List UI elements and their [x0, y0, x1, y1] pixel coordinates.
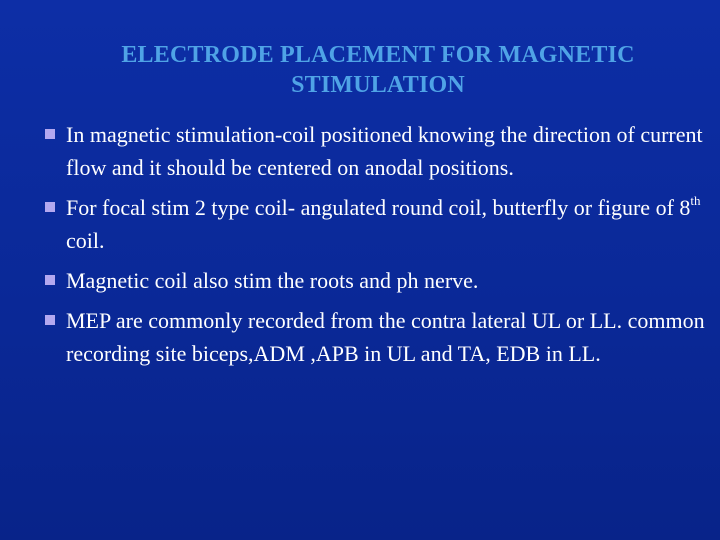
slide-title-line-2: STIMULATION — [291, 72, 465, 98]
bullet-text — [66, 192, 701, 253]
bullet-list — [44, 118, 716, 377]
bullet-text — [66, 308, 705, 366]
superscript-text: th — [690, 192, 701, 208]
square-bullet-icon — [45, 315, 55, 325]
square-bullet-icon — [45, 129, 55, 139]
bullet-text-part: For focal stim 2 type coil- angulated round coil, butterfly or figure of 8 — [66, 195, 691, 220]
bullet-item-coil-types — [44, 191, 716, 257]
bullet-text-part: Magnetic coil also stim the roots and ph nerve. — [66, 268, 479, 293]
slide-title-line-1: ELECTRODE PLACEMENT FOR MAGNETIC — [121, 42, 635, 68]
bullet-text-part: coil. — [66, 228, 105, 253]
bullet-text-part: MEP are commonly recorded from the contra lateral UL or LL. common recording site biceps,ADM ,APB in UL and TA, EDB in LL. — [66, 308, 705, 366]
bullet-text — [66, 268, 478, 293]
bullet-item-mep-recording — [44, 304, 716, 370]
bullet-item-coil-positioning — [44, 118, 716, 184]
square-bullet-icon — [45, 202, 55, 212]
slide-title — [40, 40, 716, 100]
bullet-text-part: In magnetic stimulation-coil positioned knowing the direction of current flow and it should be centered on anodal positions. — [66, 122, 703, 180]
bullet-item-roots-nerve — [44, 264, 716, 297]
bullet-text — [66, 122, 703, 180]
square-bullet-icon — [45, 275, 55, 285]
